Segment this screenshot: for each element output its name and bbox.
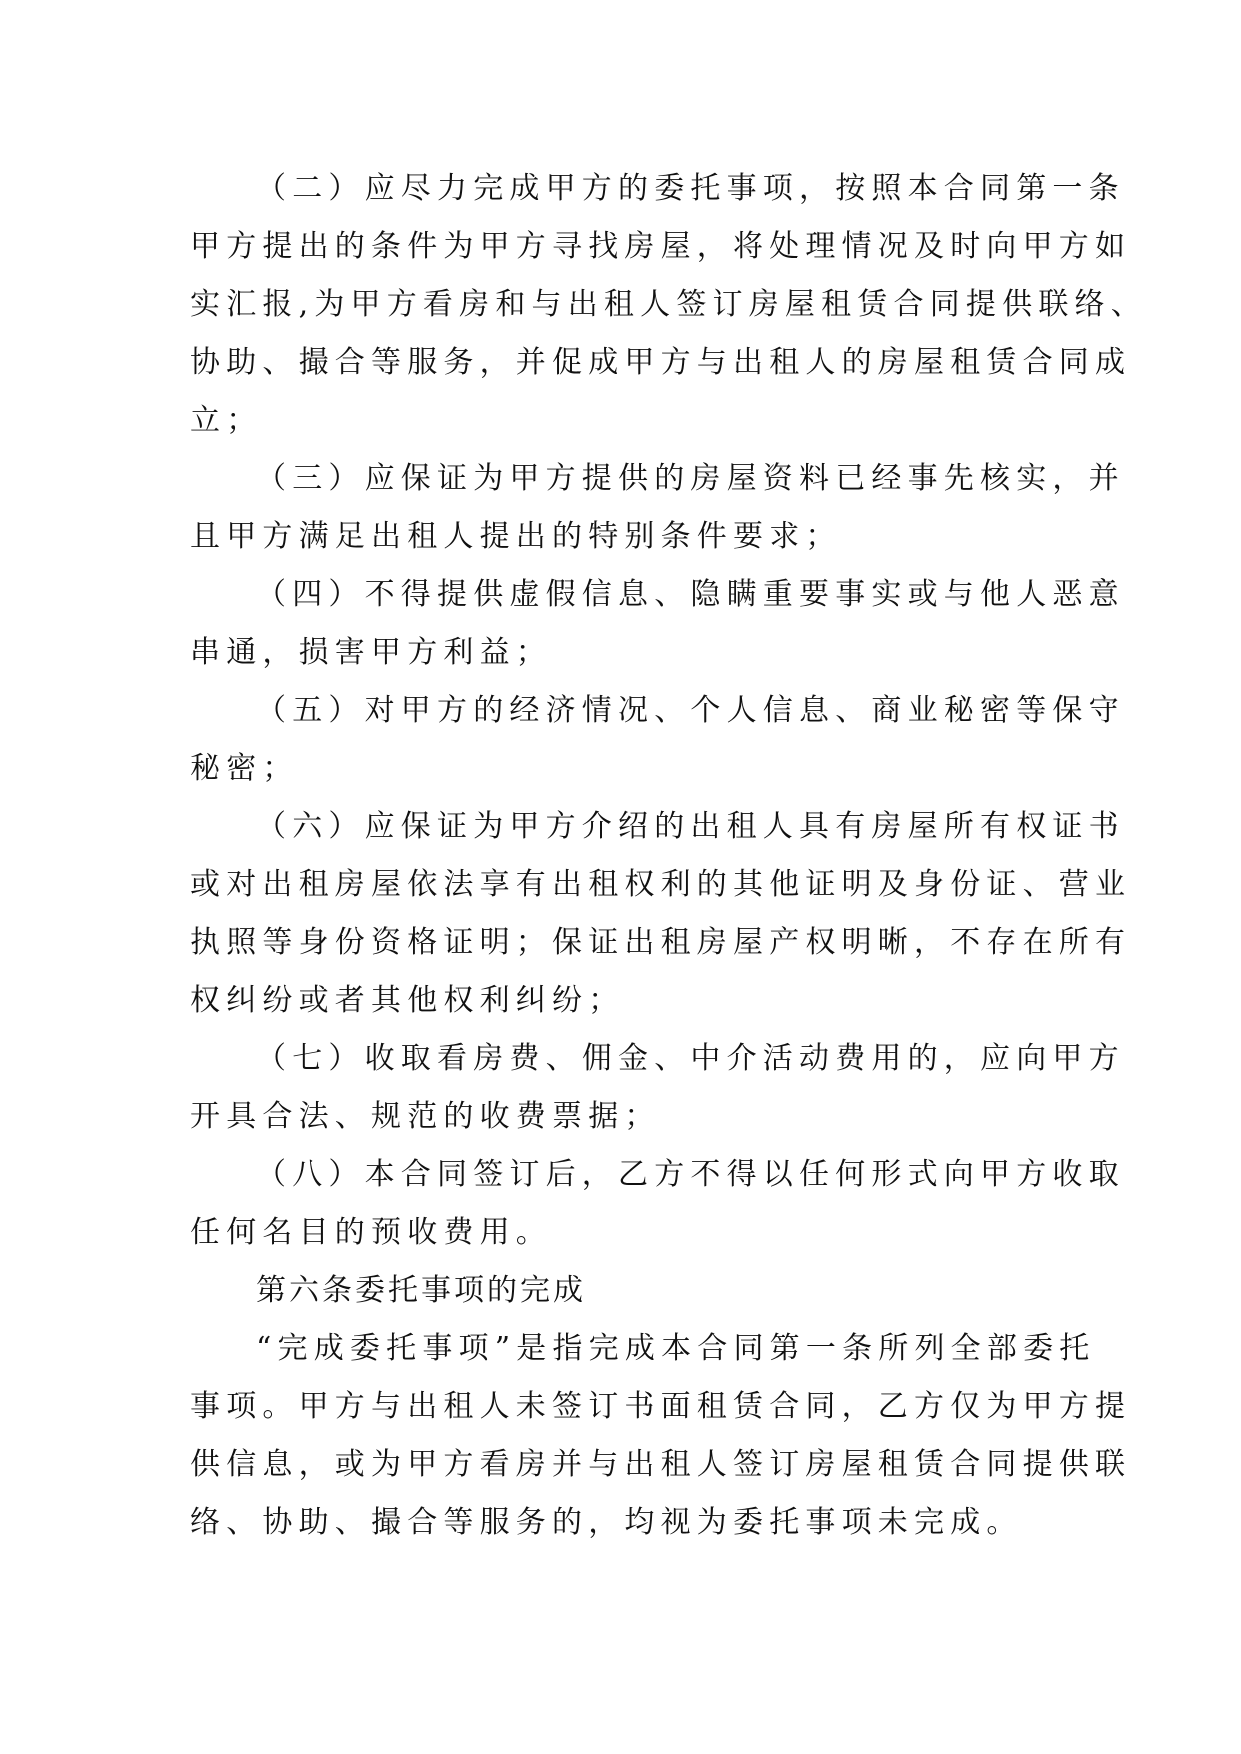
text-line: 事项。甲方与出租人未签订书面租赁合同，乙方仅为甲方提: [190, 1389, 1132, 1424]
text-line: 或对出租房屋依法享有出租权利的其他证明及身份证、营业: [190, 867, 1132, 902]
text-line: 络、协助、撮合等服务的，均视为委托事项未完成。: [190, 1505, 1023, 1540]
text-line: （五）对甲方的经济情况、个人信息、商业秘密等保守: [256, 693, 1125, 728]
text-line: （三）应保证为甲方提供的房屋资料已经事先核实，并: [256, 461, 1125, 496]
text-line: 秘密；: [190, 751, 299, 786]
text-line: 协助、撮合等服务，并促成甲方与出租人的房屋租赁合同成: [190, 345, 1132, 380]
text-line: （七）收取看房费、佣金、中介活动费用的，应向甲方: [256, 1041, 1125, 1076]
text-line: 任何名目的预收费用。: [190, 1215, 552, 1250]
text-line: （二）应尽力完成甲方的委托事项，按照本合同第一条: [256, 171, 1125, 206]
text-line: （八）本合同签订后，乙方不得以任何形式向甲方收取: [256, 1157, 1125, 1192]
text-line: 实汇报,为甲方看房和与出租人签订房屋租赁合同提供联络、: [190, 287, 1147, 322]
text-line: 甲方提出的条件为甲方寻找房屋，将处理情况及时向甲方如: [190, 229, 1132, 264]
contract-text-body: [190, 160, 1147, 1552]
text-line: 立；: [190, 403, 263, 438]
text-line: 且甲方满足出租人提出的特别条件要求；: [190, 519, 842, 554]
text-line: “完成委托事项”是指完成本合同第一条所列全部委托: [256, 1331, 1096, 1366]
text-line: （四）不得提供虚假信息、隐瞒重要事实或与他人恶意: [256, 577, 1125, 612]
text-line: 开具合法、规范的收费票据；: [190, 1099, 661, 1134]
text-line: 权纠纷或者其他权利纠纷；: [190, 983, 625, 1018]
section-heading: 第六条委托事项的完成: [256, 1273, 586, 1308]
text-line: 供信息，或为甲方看房并与出租人签订房屋租赁合同提供联: [190, 1447, 1132, 1482]
text-line: 执照等身份资格证明；保证出租房屋产权明晰，不存在所有: [190, 925, 1132, 960]
text-line: （六）应保证为甲方介绍的出租人具有房屋所有权证书: [256, 809, 1125, 844]
text-line: 串通，损害甲方利益；: [190, 635, 552, 670]
